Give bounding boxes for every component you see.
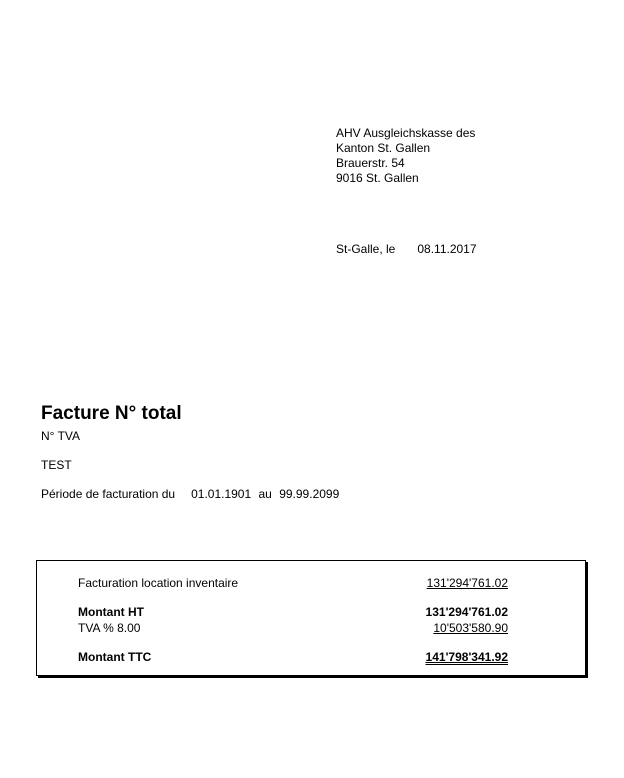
recipient-line-3: Brauerstr. 54 [336,156,405,170]
summary-box [36,560,586,676]
billing-period [41,487,339,501]
recipient-address [336,126,475,186]
ht-label: Montant HT [78,605,144,619]
period-label: Période de facturation du [41,487,176,501]
recipient-line-4: 9016 St. Gallen [336,171,419,185]
ttc-row [78,650,508,665]
invoice-date: 08.11.2017 [417,242,477,256]
ttc-label: Montant TTC [78,650,152,664]
ht-value: 131'294'761.02 [425,605,508,619]
tva-rate-label: TVA % 8.00 [78,621,141,635]
invoice-reference: TEST [41,458,72,472]
ttc-value: 141'798'341.92 [425,650,508,664]
period-au: au [258,487,272,501]
recipient-line-1: AHV Ausgleichskasse des [336,126,476,140]
rental-label: Facturation location inventaire [78,576,239,590]
tva-row [78,621,508,636]
rental-value: 131'294'761.02 [426,576,508,590]
place-label: St-Galle, le [336,242,396,256]
tva-number-label: N° TVA [41,429,81,443]
rental-row [78,576,508,591]
ht-row [78,605,508,620]
tva-value: 10'503'580.90 [433,621,508,635]
place-date [336,242,477,256]
period-to: 99.99.2099 [279,487,340,501]
invoice-title: Facture N° total [41,403,182,424]
period-from: 01.01.1901 [191,487,252,501]
recipient-line-2: Kanton St. Gallen [336,141,431,155]
